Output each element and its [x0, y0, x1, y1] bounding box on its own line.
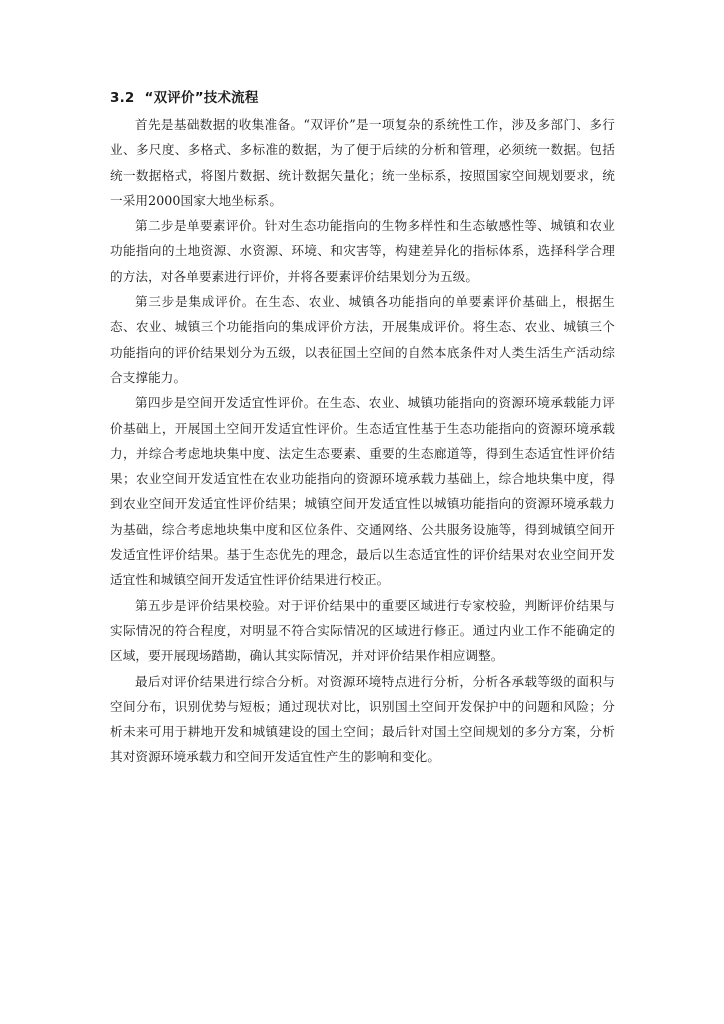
paragraph-single-factor-evaluation: 第二步是单要素评价。针对生态功能指向的生物多样性和生态敏感性等、城镇和农业功能指向的土地资源、水资源、环境、和灾害等，构建差异化的指标体系，选择科学合理的方法，对各单要素进行评价，并将各要素评价结果划分为五级。 — [110, 218, 615, 284]
section-title: “双评价”技术流程 — [144, 90, 259, 106]
paragraph-suitability-evaluation: 第四步是空间开发适宜性评价。在生态、农业、城镇功能指向的资源环境承载能力评价基础上，开展国土空间开发适宜性评价。生态适宜性基于生态功能指向的资源环境承载力，并综合考虑地块集中度、法定生态要素、重要的生态廊道等，得到生态适宜性评价结果；农业空间开发适宜性在农业功能指向的资源环境承载力基础上，综合地块集中度，得到农业空间开发适宜性评价结果；城镇空间开发适宜性以城镇功能指向的资源环境承载力为基础，综合考虑地块集中度和区位条件、交通网络、公共服务设施等，得到城镇空间开发适宜性评价结果。基于生态优先的理念，最后以生态适宜性的评价结果对农业空间开发适宜性和城镇空间开发适宜性评价结果进行校正。 — [110, 395, 615, 588]
paragraph-data-preparation: 首先是基础数据的收集准备。“双评价”是一项复杂的系统性工作，涉及多部门、多行业、多尺度、多格式、多标准的数据，为了便于后续的分析和管理，必须统一数据。包括统一数据格式，将图片数据、统计数据矢量化；统一坐标系，按照国家空间规划要求，统一采用2000国家大地坐标系。 — [110, 117, 615, 208]
document-body — [110, 88, 615, 770]
paragraph-comprehensive-analysis: 最后对评价结果进行综合分析。对资源环境特点进行分析，分析各承载等级的面积与空间分布，识别优势与短板；通过现状对比，识别国土空间开发保护中的问题和风险；分析未来可用于耕地开发和城镇建设的国土空间；最后针对国土空间规划的多分方案，分析其对资源环境承载力和空间开发适宜性产生的影响和变化。 — [110, 673, 615, 765]
section-heading — [110, 88, 615, 108]
paragraph-result-verification: 第五步是评价结果校验。对于评价结果中的重要区域进行专家校验，判断评价结果与实际情况的符合程度，对明显不符合实际情况的区域进行修正。通过内业工作不能确定的区域，要开展现场踏勘，确认其实际情况，并对评价结果作相应调整。 — [110, 597, 615, 664]
paragraph-integrated-evaluation: 第三步是集成评价。在生态、农业、城镇各功能指向的单要素评价基础上，根据生态、农业、城镇三个功能指向的集成评价方法，开展集成评价。将生态、农业、城镇三个功能指向的评价结果划分为五级，以表征国土空间的自然本底条件对人类生活生产活动综合支撑能力。 — [110, 294, 615, 385]
section-number: 3.2 — [110, 90, 135, 106]
